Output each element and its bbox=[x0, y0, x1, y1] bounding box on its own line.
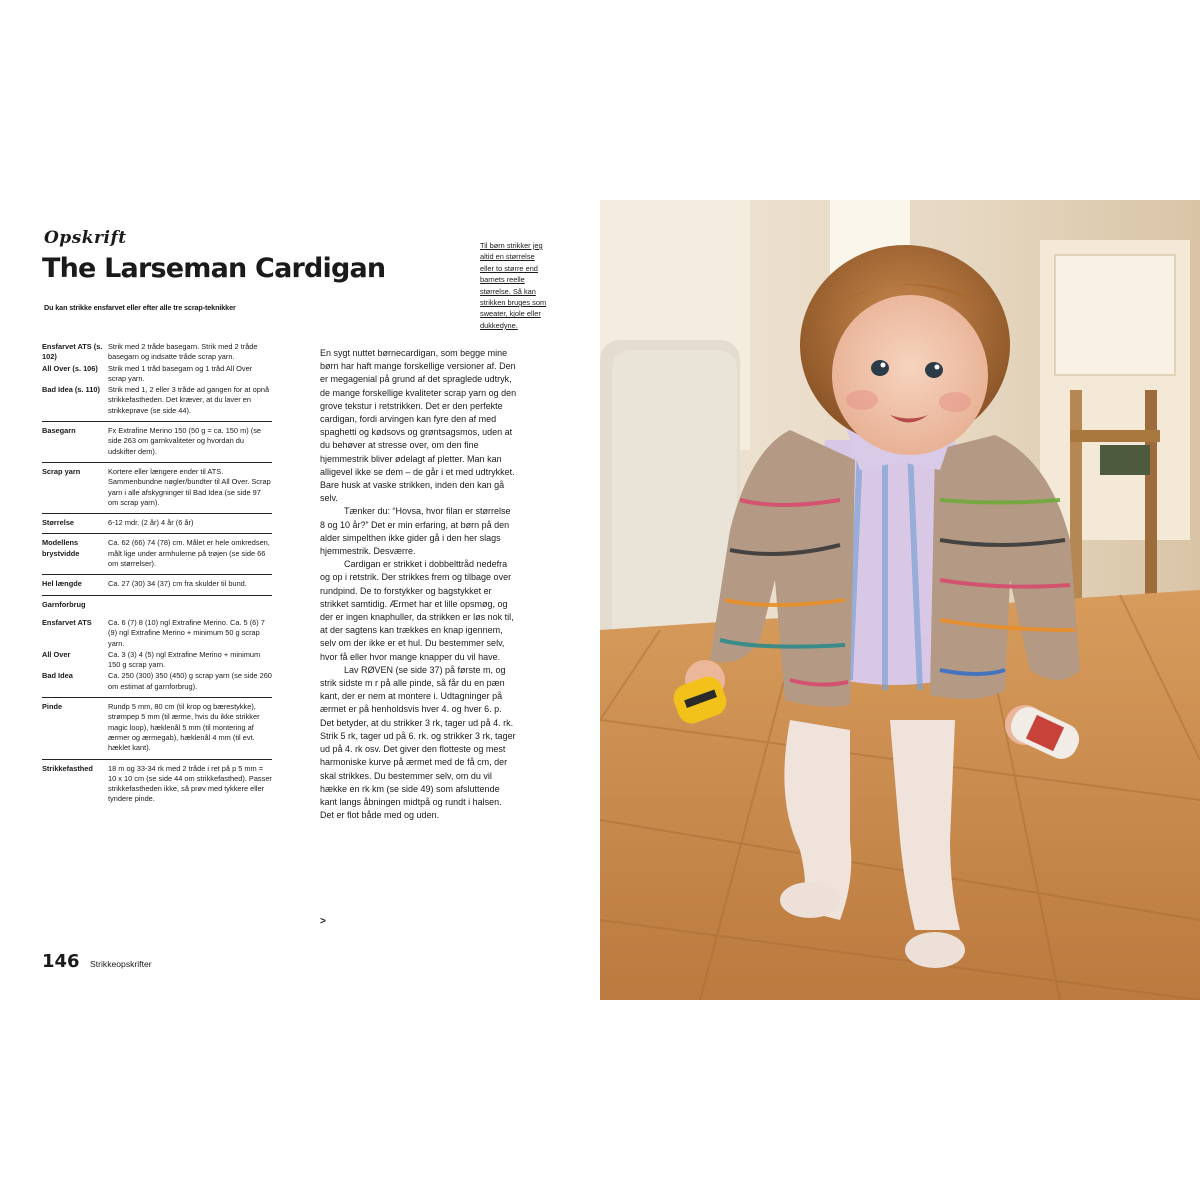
spec-row-basegarn bbox=[42, 422, 272, 463]
page-subtitle: Du kan strikke ensfarvet eller efter alle tre scrap-teknikker bbox=[44, 303, 236, 312]
spec-label: Bad Idea (s. 110) bbox=[42, 385, 100, 395]
spec-value: Ca. 250 (300) 350 (450) g scrap yarn (se side 260 om estimat af garnforbrug). bbox=[108, 671, 272, 691]
side-note-line: altid en størrelse bbox=[480, 252, 535, 262]
spec-row-technique bbox=[42, 338, 272, 422]
spec-label: All Over bbox=[42, 649, 71, 659]
spec-row-usage-heading bbox=[42, 596, 272, 614]
spec-row-scrap-yarn bbox=[42, 463, 272, 514]
spec-value: 6-12 mdr. (2 år) 4 år (6 år) bbox=[108, 518, 194, 528]
continue-arrow: > bbox=[320, 916, 326, 927]
body-text bbox=[320, 347, 518, 822]
spec-label: Pinde bbox=[42, 702, 63, 712]
side-note-line: eller to større end bbox=[480, 263, 538, 273]
side-note-line: Til børn strikker jeg bbox=[480, 241, 543, 250]
spec-label: Modellens brystvidde bbox=[42, 538, 80, 558]
spec-label: Basegarn bbox=[42, 426, 76, 436]
spec-value: Rundp 5 mm, 80 cm (til krop og bærestykke), strømpep 5 mm (til ærme, hvis du ikke strikker magic loop), hæklenål 5 mm (til montering af ærmer og ærmegab), hæklenål 4 mm (til evt. hæklet kant). bbox=[108, 702, 260, 753]
spec-label: Bad Idea bbox=[42, 671, 73, 681]
spec-table bbox=[42, 338, 272, 810]
side-note-line: strikken bruges som bbox=[480, 298, 547, 308]
page-number: 146 bbox=[42, 951, 80, 972]
side-note bbox=[480, 240, 562, 331]
spec-label: Ensfarvet ATS bbox=[42, 617, 92, 627]
spec-value: Strik med 1 tråd basegarn og 1 tråd All Over scrap yarn. bbox=[108, 363, 253, 383]
spec-row-gauge bbox=[42, 760, 272, 810]
spec-label: Scrap yarn bbox=[42, 466, 81, 476]
spec-value: Strik med 1, 2 eller 3 tråde ad gangen for at opnå strikkefastheden. Det kræver, at du laver en strikkeprøve (se side 44). bbox=[108, 385, 270, 415]
recipe-kicker: Opskrift bbox=[44, 228, 127, 248]
spec-label: All Over (s. 106) bbox=[42, 363, 98, 373]
spec-row-usage bbox=[42, 614, 272, 698]
spec-row-needles bbox=[42, 698, 272, 759]
section-name: Strikkeopskrifter bbox=[90, 959, 152, 969]
spec-value: Ca. 3 (3) 4 (5) ngl Extrafine Merino + minimum 150 g scrap yarn. bbox=[108, 649, 261, 670]
body-paragraph: Lav RØVEN (se side 37) på første m, og strik sidste m r på alle pinde, så får du en pæn kant, der er nem at montere i. Udtagninger på ærmet er på henholdsvis hver 4. og hver 6. p. Det betyder, at du strikker 3 rk, tager ud på 4. rk. Strik 5 rk, tager ud på 6. rk. og strikker 3 rk, tager ud på 4. rk osv. Det giver den flotteste og mest harmoniske kurve på ærmet med de få cm, der skal strikkes. Du bestemmer selv, om du vil hække en rk km (se side 49) som afsluttende kant langs åbningen midtpå og rundt i halsen. Det er flot både med og uden. bbox=[320, 664, 516, 821]
side-note-line: dukkedyne. bbox=[480, 320, 518, 330]
photo-illustration bbox=[600, 200, 1200, 1000]
spec-label: Hel længde bbox=[42, 579, 82, 589]
spec-value: Kortere eller længere ender til ATS. Sammenbundne nøgler/bundter til All Over. Scrap yarn i alle afskygninger til Bad Idea (se side 97 om scrap yarn). bbox=[108, 466, 271, 507]
spec-label: Ensfarvet ATS (s. 102) bbox=[42, 342, 103, 362]
side-note-line: sweater, kjole eller bbox=[480, 309, 541, 319]
toddler-cardigan-photo bbox=[600, 200, 1200, 1000]
spec-value: Fx Extrafine Merino 150 (50 g = ca. 150 m) (se side 263 om garnkvaliteter og hvordan du udskifter dem). bbox=[108, 426, 262, 456]
page-title: The Larseman Cardigan bbox=[42, 253, 386, 284]
spec-section-heading: Garnforbrug bbox=[42, 599, 86, 609]
spec-value: Strik med 2 tråde basegarn. Strik med 2 tråde basegarn og indsatte tråde scrap yarn. bbox=[108, 342, 258, 362]
side-note-line: barnets reelle bbox=[480, 275, 525, 285]
spec-value: Ca. 62 (66) 74 (78) cm. Målet er hele omkredsen, målt lige under armhulerne på trøjen (se side 66 om størrelser). bbox=[108, 538, 270, 569]
spec-row-length bbox=[42, 575, 272, 595]
spec-row-size bbox=[42, 514, 272, 534]
body-paragraph: Cardigan er strikket i dobbelttråd nedefra og op i retstrik. Der strikkes frem og tilbage over rundpind. De to forstykker og bagstykket er strikket samtidig. Ærmet har et lille opsmøg, og der er ingen knaphuller, da strikken er løs nok til, at der sagtens kan trækkes en knap igennem, selv om der ikke er et hul. Du bestemmer selv, hvor få eller hvor mange knapper du vil have. bbox=[320, 559, 514, 662]
side-note-line: størrelse. Så kan bbox=[480, 286, 536, 296]
spec-row-chest bbox=[42, 534, 272, 575]
body-paragraph: Tænker du: “Hovsa, hvor filan er størrelse 8 og 10 år?” Det er min erfaring, at børn på den alder simpelthen ikke gider gå i den her slags hjemmestrik. Desværre. bbox=[320, 506, 511, 557]
body-paragraph: En sygt nuttet børnecardigan, som begge mine børn har haft mange forskellige versioner af. Den er megagenial på grund af det spraglede udtryk, de mange forskellige kvaliteter scrap yarn og den grove tekstur i retstrikken. Det er den perfekte cardigan, fordi arvingen kan fyre den af med spaghetti og kødsovs og grøntsagsmos, uden at du behøver at stresse over, om den fine hjemmestrik bliver ødelagt af pletter. Man kan alligevel ikke se dem – de går i et med udtrykket. Bare husk at vaske strikken, inden den kan gå selv. bbox=[320, 348, 517, 504]
spec-value: Ca. 6 (7) 8 (10) ngl Extrafine Merino. Ca. 5 (6) 7 (9) ngl Extrafine Merino + minimum 50 g scrap yarn. bbox=[108, 617, 265, 648]
spec-label: Størrelse bbox=[42, 518, 75, 528]
spec-label: Strikkefasthed bbox=[42, 763, 93, 773]
spec-value: Ca. 27 (30) 34 (37) cm fra skulder til bund. bbox=[108, 579, 247, 589]
spec-value: 18 m og 33-34 rk med 2 tråde i ret på p 5 mm = 10 x 10 cm (se side 44 om strikkefasthed). Passer strikkefastheden ikke, så prøv med tykkere eller tyndere pinde. bbox=[108, 763, 272, 804]
